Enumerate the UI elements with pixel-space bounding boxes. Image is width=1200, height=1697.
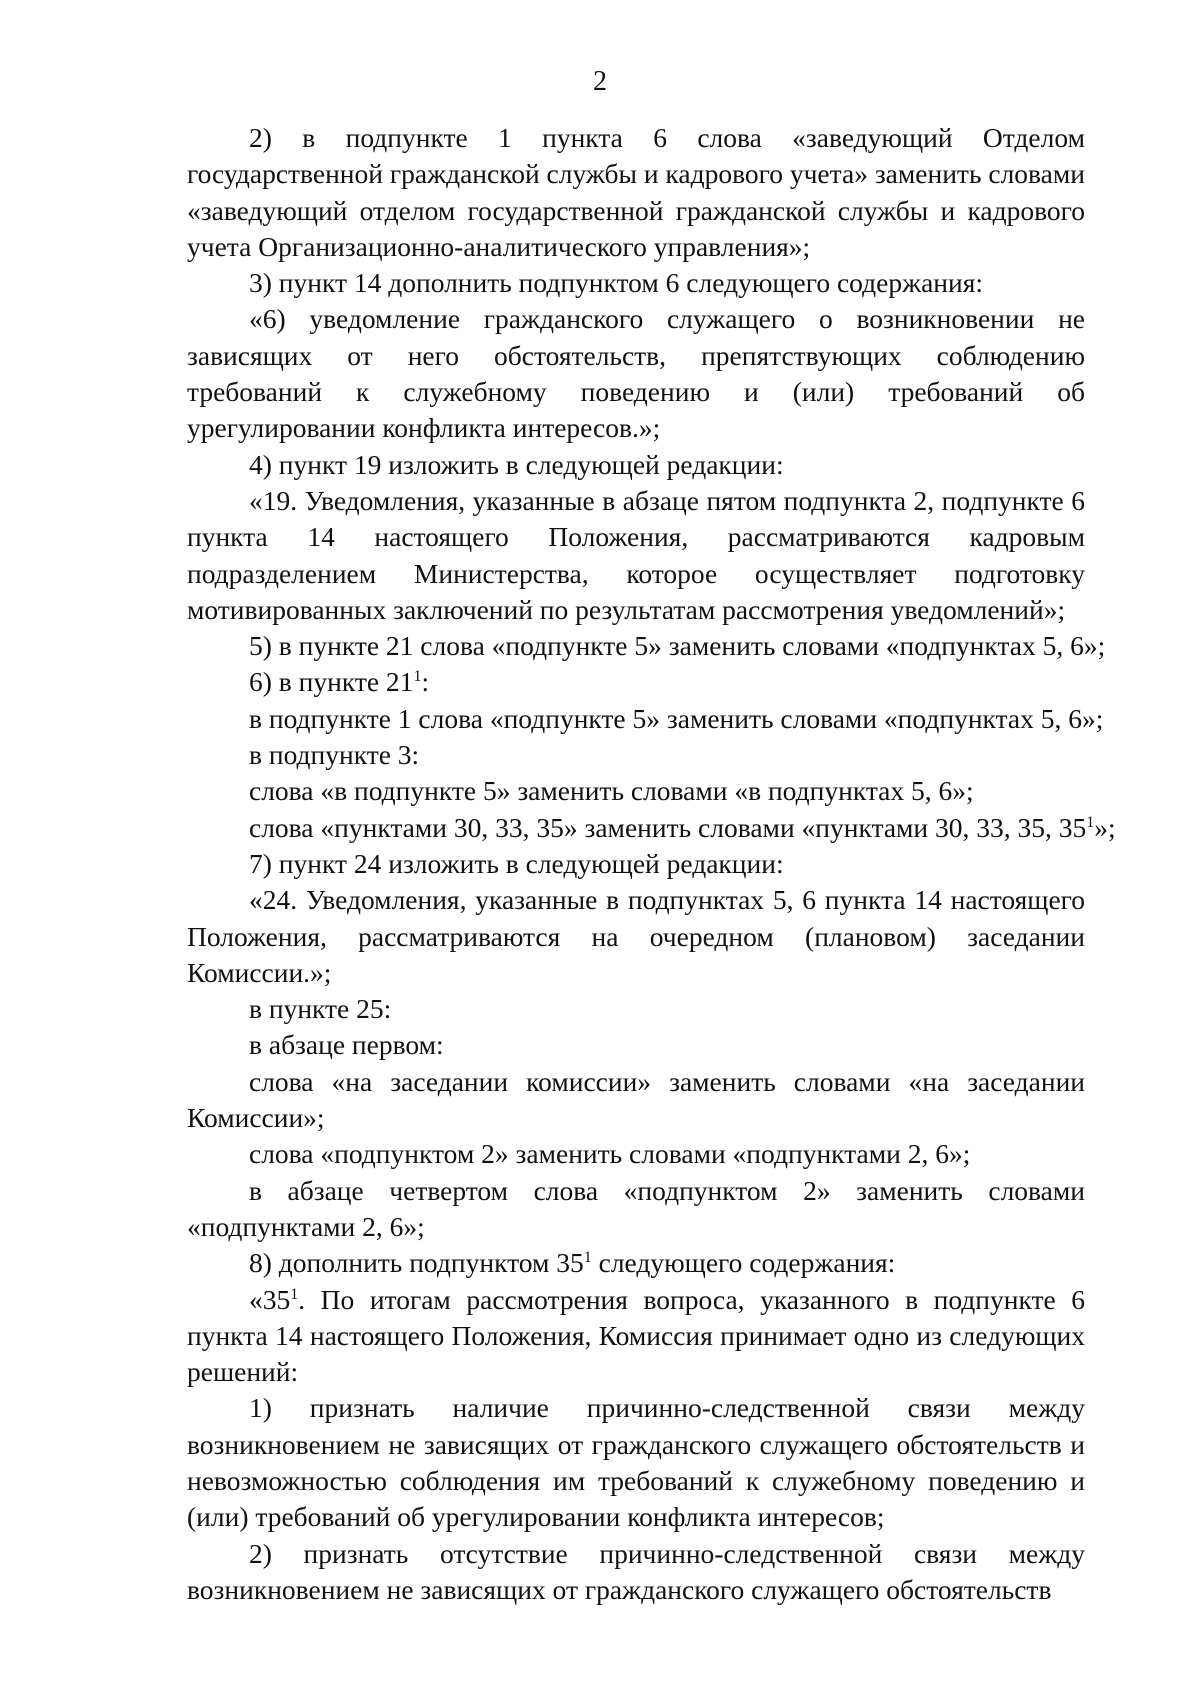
paragraph-text-tail: »;	[1094, 811, 1116, 843]
list-line	[187, 664, 1085, 700]
list-line	[187, 846, 1085, 882]
paragraph	[187, 120, 1085, 265]
paragraph-text-tail: :	[421, 666, 430, 698]
paragraph-text: 7) пункт 24 изложить в следующей редакции:	[249, 847, 784, 879]
list-line	[187, 628, 1106, 664]
paragraph-text: в абзаце первом:	[249, 1029, 444, 1061]
list-line	[187, 737, 1085, 773]
paragraph-text: слова «подпунктом 2» заменить словами «подпунктами 2, 6»;	[249, 1138, 971, 1170]
paragraph-text: в абзаце четвертом слова «подпунктом 2» заменить словами «подпунктами 2, 6»;	[187, 1174, 1085, 1242]
list-line	[187, 773, 1085, 809]
superscript: 1	[583, 1249, 592, 1267]
paragraph-text: «35	[249, 1283, 291, 1315]
paragraph-text: слова «в подпункте 5» заменить словами «в подпунктах 5, 6»;	[249, 775, 974, 807]
paragraph-text: 6) в пункте 21	[249, 666, 414, 698]
paragraph	[187, 1390, 1085, 1535]
paragraph	[187, 882, 1085, 991]
paragraph	[187, 1282, 1085, 1391]
paragraph-text: слова «пунктами 30, 33, 35» заменить словами «пунктами 30, 33, 35, 35	[249, 811, 1087, 843]
list-line	[187, 810, 1116, 846]
list-line	[187, 701, 1104, 737]
paragraph-text-tail: . По итогам рассмотрения вопроса, указанного в подпункте 6 пункта 14 настоящего Положения, Комиссия принимает одно из следующих решений:	[187, 1283, 1085, 1388]
page-number: 2	[593, 66, 607, 97]
paragraph	[187, 1064, 1085, 1137]
document-body	[187, 120, 1116, 1608]
list-line	[187, 265, 1085, 301]
list-line	[187, 447, 1085, 483]
paragraph	[187, 483, 1085, 628]
superscript: 1	[413, 668, 422, 686]
paragraph	[187, 1536, 1085, 1609]
list-line	[187, 1245, 1085, 1281]
paragraph	[187, 1173, 1085, 1246]
paragraph-text: 8) дополнить подпунктом 35	[249, 1247, 584, 1279]
paragraph-text: 2) в подпункте 1 пункта 6 слова «заведующий Отделом государственной гражданской службы и кадрового учета» заменить словами «заведующий отделом государственной гражданской службы и кадрового учета Организационно-аналитического управления»;	[187, 122, 1085, 262]
paragraph-text: «6) уведомление гражданского служащего о возникновении не зависящих от него обстоятельств, препятствующих соблюдению требований к служебному поведению и (или) требований об урегулировании конфликта интересов.»;	[187, 303, 1085, 444]
paragraph-text: 4) пункт 19 изложить в следующей редакции:	[249, 448, 784, 480]
list-line	[187, 1027, 1085, 1063]
paragraph-text: в подпункте 1 слова «подпункте 5» заменить словами «подпунктах 5, 6»;	[249, 702, 1104, 734]
superscript: 1	[290, 1285, 299, 1303]
paragraph	[187, 301, 1085, 446]
paragraph-text: 1) признать наличие причинно-следственной связи между возникновением не зависящих от гражданского служащего обстоятельств и невозможностью соблюдения им требований к служебному поведению и (или) требований об урегулировании конфликта интересов;	[187, 1392, 1085, 1533]
superscript: 1	[1086, 813, 1095, 831]
paragraph-text: «24. Уведомления, указанные в подпунктах 5, 6 пункта 14 настоящего Положения, рассматриваются на очередном (плановом) заседании Комиссии.»;	[187, 884, 1085, 988]
paragraph-text: в подпункте 3:	[249, 739, 420, 771]
paragraph-text: «19. Уведомления, указанные в абзаце пятом подпункта 2, подпункте 6 пункта 14 настоящего Положения, рассматриваются кадровым подразделением Министерства, которое осуществляет подготовку мотивированных заключений по результатам рассмотрения уведомлений»;	[187, 484, 1085, 625]
paragraph-text-tail: следующего содержания:	[591, 1247, 896, 1279]
paragraph-text: 3) пункт 14 дополнить подпунктом 6 следующего содержания:	[249, 267, 984, 299]
paragraph-text: 5) в пункте 21 слова «подпункте 5» заменить словами «подпунктах 5, 6»;	[249, 630, 1106, 662]
paragraph-text: в пункте 25:	[249, 993, 392, 1025]
list-line	[187, 991, 1085, 1027]
paragraph-text: слова «на заседании комиссии» заменить словами «на заседании Комиссии»;	[187, 1065, 1085, 1134]
list-line	[187, 1136, 1085, 1172]
paragraph-text: 2) признать отсутствие причинно-следственной связи между возникновением не зависящих от гражданского служащего обстоятельств	[187, 1537, 1085, 1605]
